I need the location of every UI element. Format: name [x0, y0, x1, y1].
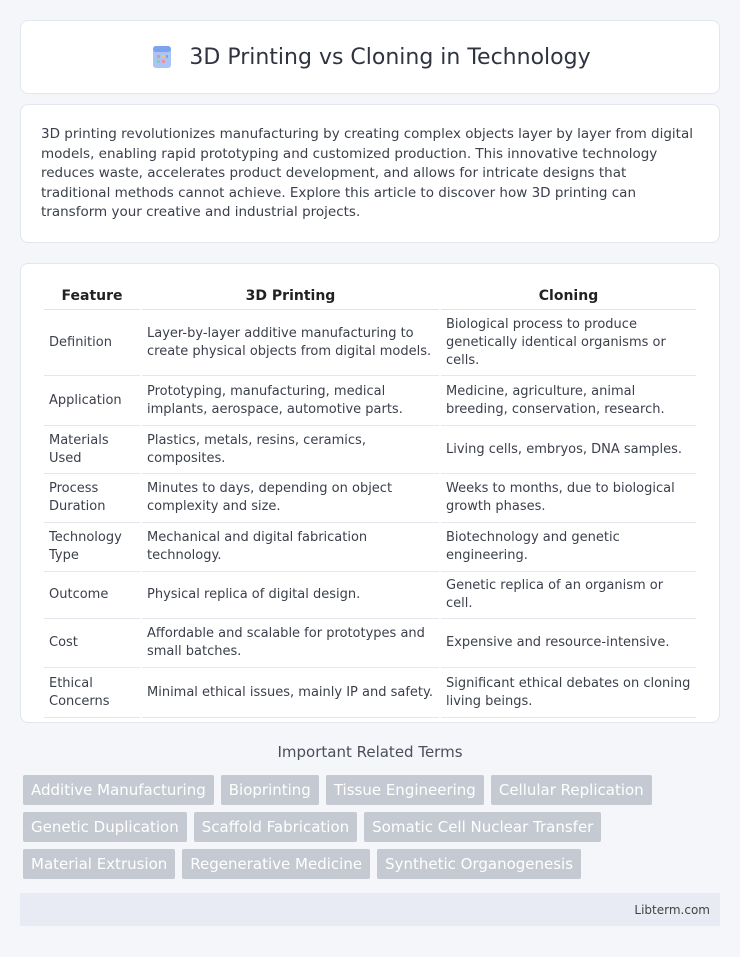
- header-feature: Feature: [44, 282, 140, 310]
- cloning-cell: Living cells, embryos, DNA samples.: [441, 426, 696, 474]
- cloning-cell: Medicine, agriculture, animal breeding, conservation, research.: [441, 376, 696, 426]
- related-term-tag[interactable]: Tissue Engineering: [326, 775, 484, 805]
- feature-cell: Process Duration: [44, 474, 140, 523]
- related-term-tag[interactable]: Additive Manufacturing: [23, 775, 214, 805]
- feature-cell: Cost: [44, 619, 140, 668]
- page-title: 3D Printing vs Cloning in Technology: [189, 44, 591, 70]
- feature-cell: Outcome: [44, 572, 140, 619]
- header-card: [20, 20, 720, 94]
- table-row: [44, 474, 696, 523]
- cloning-cell: Significant ethical debates on cloning living beings.: [441, 668, 696, 718]
- related-term-tag[interactable]: Scaffold Fabrication: [194, 812, 357, 842]
- table-row: [44, 376, 696, 426]
- header-cloning: Cloning: [441, 282, 696, 310]
- cloning-cell: Biotechnology and genetic engineering.: [441, 523, 696, 572]
- related-term-tag[interactable]: Cellular Replication: [491, 775, 652, 805]
- footer: [20, 893, 720, 926]
- intro-text: 3D printing revolutionizes manufacturing by creating complex objects layer by layer from digital models, enabling rapid prototyping and customized production. This innovative technology reduces waste, accelerates product development, and allows for intricate designs that traditional methods cannot achieve. Explore this article to discover how 3D printing can transform your creative and industrial projects.: [41, 126, 693, 221]
- printing-cell: Plastics, metals, resins, ceramics, composites.: [142, 426, 439, 474]
- table-row: [44, 310, 696, 376]
- related-terms: [23, 775, 723, 886]
- related-term-tag[interactable]: Synthetic Organogenesis: [377, 849, 581, 879]
- table-row: [44, 572, 696, 619]
- header-3d-printing: 3D Printing: [142, 282, 439, 310]
- footer-brand-link[interactable]: Libterm.com: [634, 902, 710, 917]
- title-wrap: [149, 44, 590, 70]
- printing-cell: Minimal ethical issues, mainly IP and safety.: [142, 668, 439, 718]
- table-row: [44, 668, 696, 718]
- comparison-card: [20, 263, 720, 723]
- table-row: [44, 523, 696, 572]
- cloning-cell: Expensive and resource-intensive.: [441, 619, 696, 668]
- printing-cell: Affordable and scalable for prototypes and small batches.: [142, 619, 439, 668]
- feature-cell: Materials Used: [44, 426, 140, 474]
- related-term-tag[interactable]: Bioprinting: [221, 775, 319, 805]
- tag-row: [23, 849, 723, 879]
- related-term-tag[interactable]: Material Extrusion: [23, 849, 175, 879]
- table-header-row: [44, 282, 696, 310]
- table-row: [44, 426, 696, 474]
- related-terms-title: Important Related Terms: [277, 743, 463, 761]
- feature-cell: Application: [44, 376, 140, 426]
- cloning-cell: Genetic replica of an organism or cell.: [441, 572, 696, 619]
- printing-cell: Minutes to days, depending on object complexity and size.: [142, 474, 439, 523]
- tag-row: [23, 775, 723, 805]
- document-icon: [149, 44, 175, 70]
- feature-cell: Definition: [44, 310, 140, 376]
- printing-cell: Layer-by-layer additive manufacturing to create physical objects from digital models.: [142, 310, 439, 376]
- feature-cell: Ethical Concerns: [44, 668, 140, 718]
- table-row: [44, 619, 696, 668]
- feature-cell: Technology Type: [44, 523, 140, 572]
- printing-cell: Physical replica of digital design.: [142, 572, 439, 619]
- cloning-cell: Weeks to months, due to biological growth phases.: [441, 474, 696, 523]
- printing-cell: Prototyping, manufacturing, medical implants, aerospace, automotive parts.: [142, 376, 439, 426]
- printing-cell: Mechanical and digital fabrication technology.: [142, 523, 439, 572]
- related-term-tag[interactable]: Genetic Duplication: [23, 812, 187, 842]
- related-term-tag[interactable]: Somatic Cell Nuclear Transfer: [364, 812, 601, 842]
- cloning-cell: Biological process to produce genetically identical organisms or cells.: [441, 310, 696, 376]
- tag-row: [23, 812, 723, 842]
- comparison-table: [42, 282, 698, 718]
- related-term-tag[interactable]: Regenerative Medicine: [182, 849, 370, 879]
- intro-card: [20, 104, 720, 243]
